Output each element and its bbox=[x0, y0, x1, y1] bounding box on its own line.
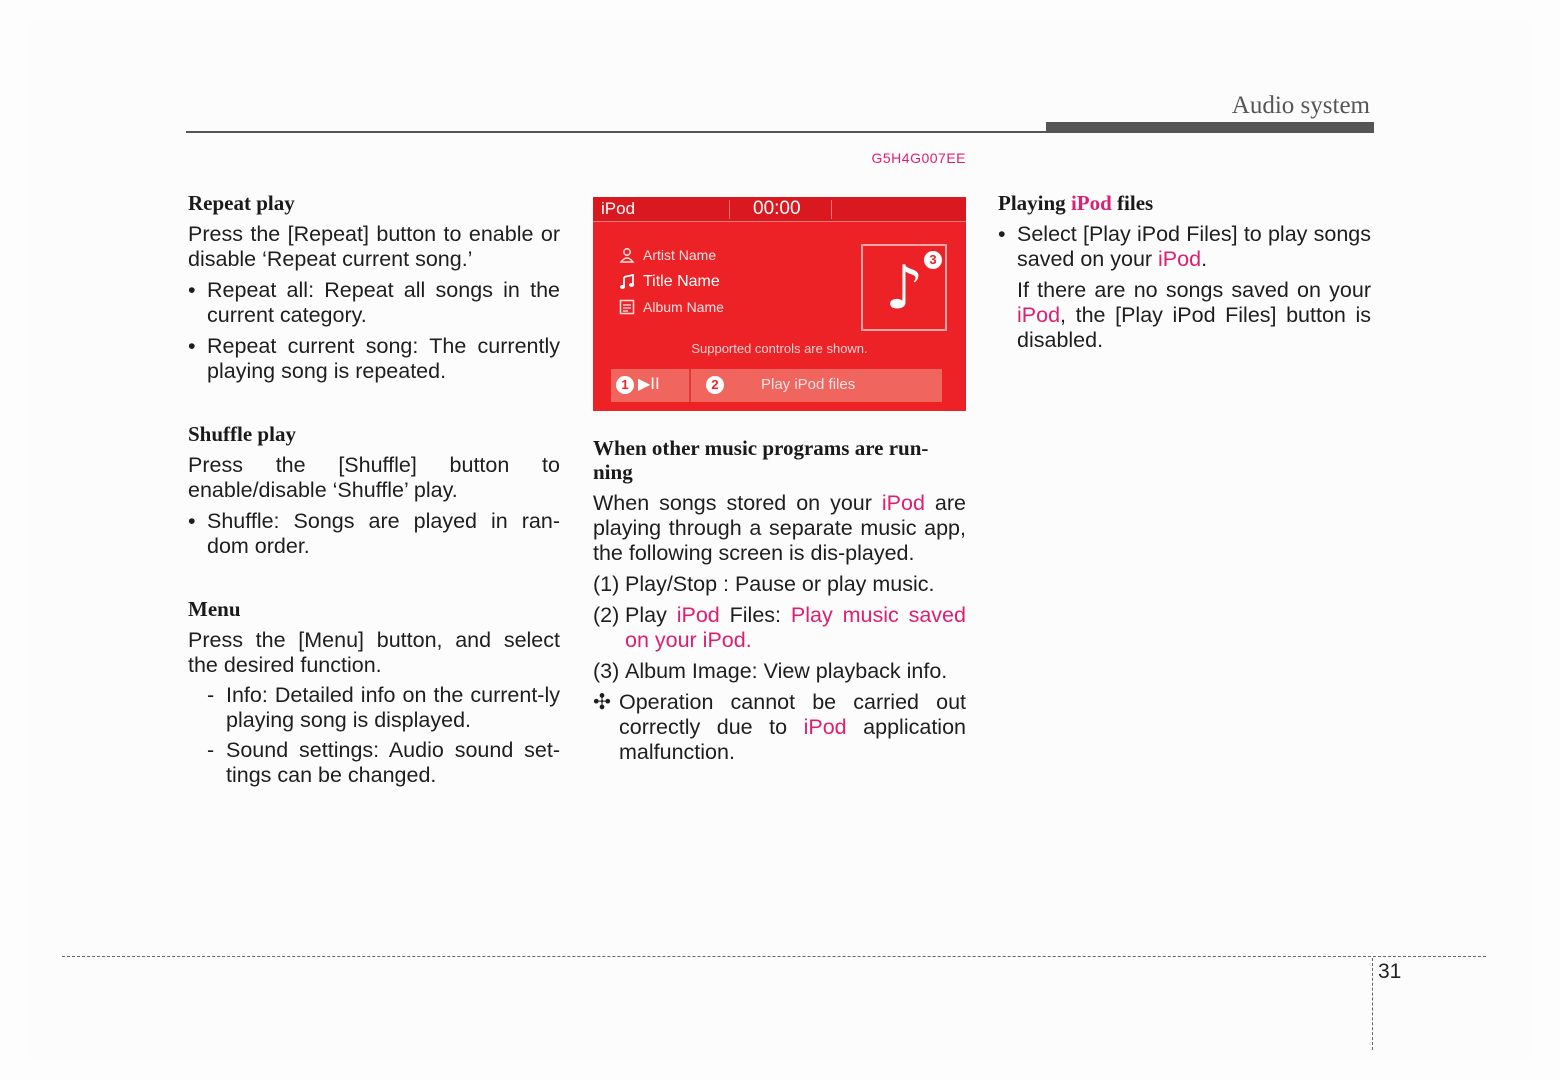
album-art bbox=[861, 244, 947, 331]
warning-note bbox=[593, 690, 966, 765]
divider bbox=[831, 200, 832, 219]
play-pause-button[interactable] bbox=[611, 369, 691, 402]
section-title: Audio system bbox=[1231, 92, 1370, 119]
artist-name: Artist Name bbox=[643, 247, 717, 263]
bullet-text: Select [Play iPod Files] to play songs saved on your bbox=[1017, 222, 1371, 271]
playing-ipod-files-heading bbox=[998, 191, 1371, 215]
item-text: Play bbox=[625, 603, 677, 627]
play-pause-icon: ▶II bbox=[638, 374, 660, 393]
header-bar bbox=[1046, 122, 1374, 133]
album-icon bbox=[619, 299, 635, 315]
shuffle-play-intro: Press the [Shuffle] button to enable/disable ‘Shuffle’ play. bbox=[188, 453, 560, 502]
item-number: (3) bbox=[593, 659, 620, 683]
select-bullet bbox=[998, 222, 1371, 272]
artist-row bbox=[619, 247, 716, 263]
image-code: G5H4G007EE bbox=[871, 150, 966, 166]
item-text: Play/Stop : Pause or play music. bbox=[625, 572, 935, 596]
menu-heading: Menu bbox=[188, 597, 241, 621]
column-right bbox=[998, 191, 1371, 353]
text: When songs stored on your bbox=[593, 491, 882, 515]
divider bbox=[729, 200, 730, 219]
play-ipod-files-button[interactable]: Play iPod files bbox=[761, 376, 856, 393]
note-text: , the [Play iPod Files] button is disabled. bbox=[1017, 303, 1371, 352]
music-note-icon bbox=[619, 274, 635, 290]
menu-item: - Sound settings: Audio sound set-tings can be changed. bbox=[188, 738, 560, 788]
screen-time: 00:00 bbox=[753, 198, 801, 219]
bullet-text: . bbox=[1201, 247, 1208, 271]
ipod-term: iPod bbox=[803, 715, 847, 739]
music-note-icon: ♪ bbox=[885, 253, 924, 323]
column-middle bbox=[593, 150, 966, 765]
shuffle-bullet: • Shuffle: Songs are played in ran-dom order. bbox=[188, 509, 560, 559]
title-name: Title Name bbox=[643, 273, 720, 290]
note-text: application malfunction. bbox=[619, 715, 966, 764]
ipod-term: iPod bbox=[676, 603, 720, 627]
repeat-bullet: • Repeat current song: The currently playing song is repeated. bbox=[188, 334, 560, 384]
screen-control-bar bbox=[611, 369, 942, 402]
shuffle-play-heading: Shuffle play bbox=[188, 422, 296, 446]
note-text: If there are no songs saved on your bbox=[1017, 278, 1371, 302]
other-apps-paragraph bbox=[593, 491, 966, 566]
item-text: Files: bbox=[719, 603, 791, 627]
ipod-screen-illustration bbox=[593, 197, 966, 411]
supported-controls-text: Supported controls are shown. bbox=[691, 341, 868, 356]
heading-text: files bbox=[1111, 191, 1154, 215]
menu-intro: Press the [Menu] button, and select the desired function. bbox=[188, 628, 560, 677]
ipod-term: iPod bbox=[1017, 303, 1061, 327]
album-name: Album Name bbox=[643, 299, 724, 315]
no-songs-note bbox=[998, 278, 1371, 353]
person-icon bbox=[619, 247, 635, 263]
item-text: Album Image: View playback info. bbox=[625, 659, 948, 683]
legend-item-3 bbox=[593, 659, 966, 684]
note-text: Operation cannot be carried out correctly due to bbox=[619, 690, 966, 739]
callout-3: 3 bbox=[924, 251, 942, 269]
callout-1: 1 bbox=[616, 376, 634, 394]
footer-divider bbox=[1372, 958, 1373, 1050]
item-number: (2) bbox=[593, 603, 620, 627]
title-row bbox=[619, 273, 720, 291]
heading-text: Playing bbox=[998, 191, 1071, 215]
ipod-term: iPod bbox=[1158, 247, 1202, 271]
callout-2: 2 bbox=[706, 376, 724, 394]
note-mark-icon: ✣ bbox=[593, 690, 612, 714]
legend-item-2 bbox=[593, 603, 966, 653]
ipod-term: iPod bbox=[881, 491, 925, 515]
item-number: (1) bbox=[593, 572, 620, 596]
legend-item-1 bbox=[593, 572, 966, 597]
item-text-highlight: Play music saved on your iPod. bbox=[625, 603, 966, 652]
page-number: 31 bbox=[1378, 960, 1402, 983]
column-left bbox=[188, 191, 560, 788]
screen-source-label: iPod bbox=[601, 199, 636, 218]
repeat-bullet: • Repeat all: Repeat all songs in the current category. bbox=[188, 278, 560, 328]
repeat-play-intro: Press the [Repeat] button to enable or disable ‘Repeat current song.’ bbox=[188, 222, 560, 271]
text: are playing through a separate music app, the following screen is dis-played. bbox=[593, 491, 966, 565]
other-apps-heading: When other music programs are run-ning bbox=[593, 436, 929, 484]
menu-item: - Info: Detailed info on the current-ly playing song is displayed. bbox=[188, 683, 560, 733]
repeat-play-heading: Repeat play bbox=[188, 191, 295, 215]
album-row bbox=[619, 299, 724, 315]
ipod-term: iPod bbox=[1070, 191, 1112, 215]
footer-rule bbox=[62, 956, 1486, 957]
